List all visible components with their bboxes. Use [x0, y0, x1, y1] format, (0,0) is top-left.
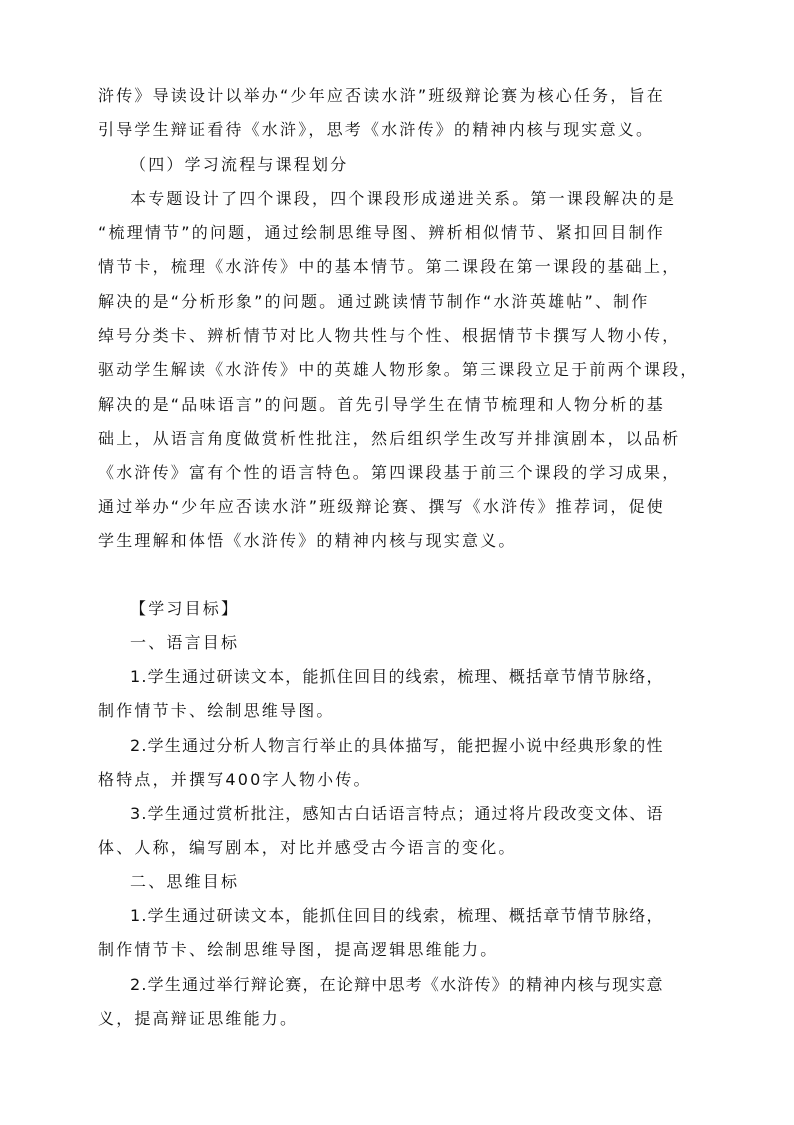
learning-goals-heading: 【学习目标】 — [130, 599, 240, 618]
paragraph-line: 绰号分类卡、辨析情节对比人物共性与个性、根据情节卡撰写人物小传， — [98, 326, 681, 345]
goal-item-line: 3.学生通过赏析批注，感知古白话语言特点；通过将片段改变文体、语 — [130, 804, 664, 823]
section-heading: （四）学习流程与课程划分 — [130, 155, 349, 174]
paragraph-line: 学生理解和体悟《水浒传》的精神内核与现实意义。 — [98, 531, 517, 550]
paragraph-line: 驱动学生解读《水浒传》中的英雄人物形象。第三课段立足于前两个课段， — [98, 360, 699, 379]
goal-item-line: 2.学生通过分析人物言行举止的具体描写，能把握小说中经典形象的性 — [130, 736, 664, 755]
paragraph-line: 解决的是“分析形象”的问题。通过跳读情节制作“水浒英雄帖”、制作 — [98, 292, 650, 311]
goal-item-line: 格特点，并撰写400字人物小传。 — [98, 770, 372, 789]
paragraph-line: 情节卡，梳理《水浒传》中的基本情节。第二课段在第一课段的基础上， — [98, 257, 681, 276]
paragraph-line: 通过举办“少年应否读水浒”班级辩论赛、撰写《水浒传》推荐词，促使 — [98, 497, 665, 516]
goal-item-line: 制作情节卡、绘制思维导图。 — [98, 701, 335, 720]
goal-item-line: 义，提高辩证思维能力。 — [98, 1009, 299, 1028]
paragraph-line: 《水浒传》富有个性的语言特色。第四课段基于前三个课段的学习成果， — [98, 463, 681, 482]
paragraph-line: 解决的是“品味语言”的问题。首先引导学生在情节梳理和人物分析的基 — [98, 395, 665, 414]
thinking-goals-heading: 二、思维目标 — [130, 872, 240, 891]
paragraph-line: 引导学生辩证看待《水浒》，思考《水浒传》的精神内核与现实意义。 — [98, 120, 655, 139]
paragraph-line: 本专题设计了四个课段，四个课段形成递进关系。第一课段解决的是 — [130, 189, 677, 208]
goal-item-line: 体、人称，编写剧本，对比并感受古今语言的变化。 — [98, 838, 517, 857]
goal-item-line: 2.学生通过举行辩论赛，在论辩中思考《水浒传》的精神内核与现实意 — [130, 975, 664, 994]
goal-item-line: 1.学生通过研读文本，能抓住回目的线索，梳理、概括章节情节脉络， — [130, 906, 664, 925]
goal-item-line: 制作情节卡、绘制思维导图，提高逻辑思维能力。 — [98, 940, 499, 959]
paragraph-line: “梳理情节”的问题，通过绘制思维导图、辨析相似情节、紧扣回目制作 — [98, 223, 665, 242]
goal-item-line: 1.学生通过研读文本，能抓住回目的线索，梳理、概括章节情节脉络， — [130, 667, 664, 686]
language-goals-heading: 一、语言目标 — [130, 633, 240, 652]
paragraph-line: 础上，从语言角度做赏析性批注，然后组织学生改写并排演剧本，以品析 — [98, 429, 681, 448]
paragraph-line: 浒传》导读设计以举办“少年应否读水浒”班级辩论赛为核心任务，旨在 — [98, 86, 665, 105]
